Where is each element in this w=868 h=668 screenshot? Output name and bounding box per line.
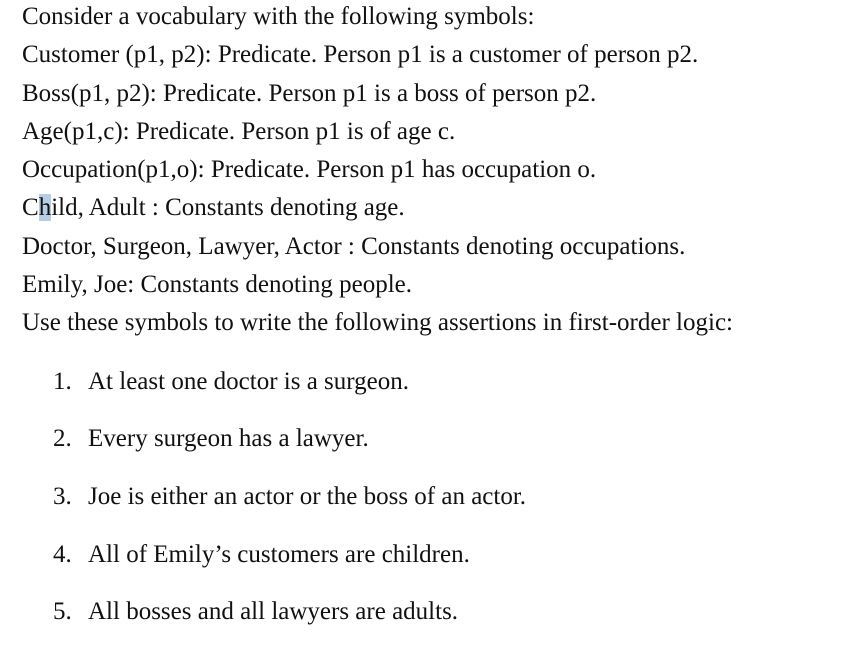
list-item-text: All of Emily’s customers are children.	[88, 540, 470, 568]
assertion-list	[22, 363, 862, 632]
intro-line: Consider a vocabulary with the following symbols:	[22, 3, 535, 30]
list-item-number: 4.	[53, 540, 72, 568]
list-item	[22, 593, 862, 631]
symbol-boss: Boss(p1, p2): Predicate. Person p1 is a boss of person p2.	[22, 79, 597, 107]
constants-age[interactable]	[22, 189, 862, 227]
list-item	[22, 536, 862, 574]
text-selection[interactable]: h	[38, 194, 52, 222]
list-item-number: 5.	[53, 598, 72, 626]
instruction-line: Use these symbols to write the following assertions in first-order logic:	[22, 309, 733, 337]
list-item-text: At least one doctor is a surgeon.	[88, 367, 409, 395]
constants-people: Emily, Joe: Constants denoting people.	[22, 271, 413, 299]
list-item-text: Joe is either an actor or the boss of an actor.	[88, 483, 527, 511]
list-item	[22, 363, 862, 401]
list-item-number: 1.	[53, 367, 72, 395]
symbol-occupation: Occupation(p1,o): Predicate. Person p1 has occupation o.	[22, 156, 597, 184]
list-item	[22, 420, 862, 458]
age-line-prefix: C	[22, 194, 39, 222]
list-item-text: All bosses and all lawyers are adults.	[88, 598, 459, 626]
list-item-number: 3.	[53, 483, 72, 511]
constants-occupations: Doctor, Surgeon, Lawyer, Actor : Constants denoting occupations.	[22, 232, 686, 260]
document-body	[22, 0, 862, 651]
age-line-rest: ild, Adult : Constants denoting age.	[51, 194, 405, 222]
list-item-text: Every surgeon has a lawyer.	[88, 425, 369, 453]
symbol-age: Age(p1,c): Predicate. Person p1 is of age c.	[22, 117, 456, 145]
symbol-customer: Customer (p1, p2): Predicate. Person p1 is a customer of person p2.	[22, 41, 699, 69]
list-item-number: 2.	[53, 425, 72, 453]
list-item	[22, 478, 862, 516]
